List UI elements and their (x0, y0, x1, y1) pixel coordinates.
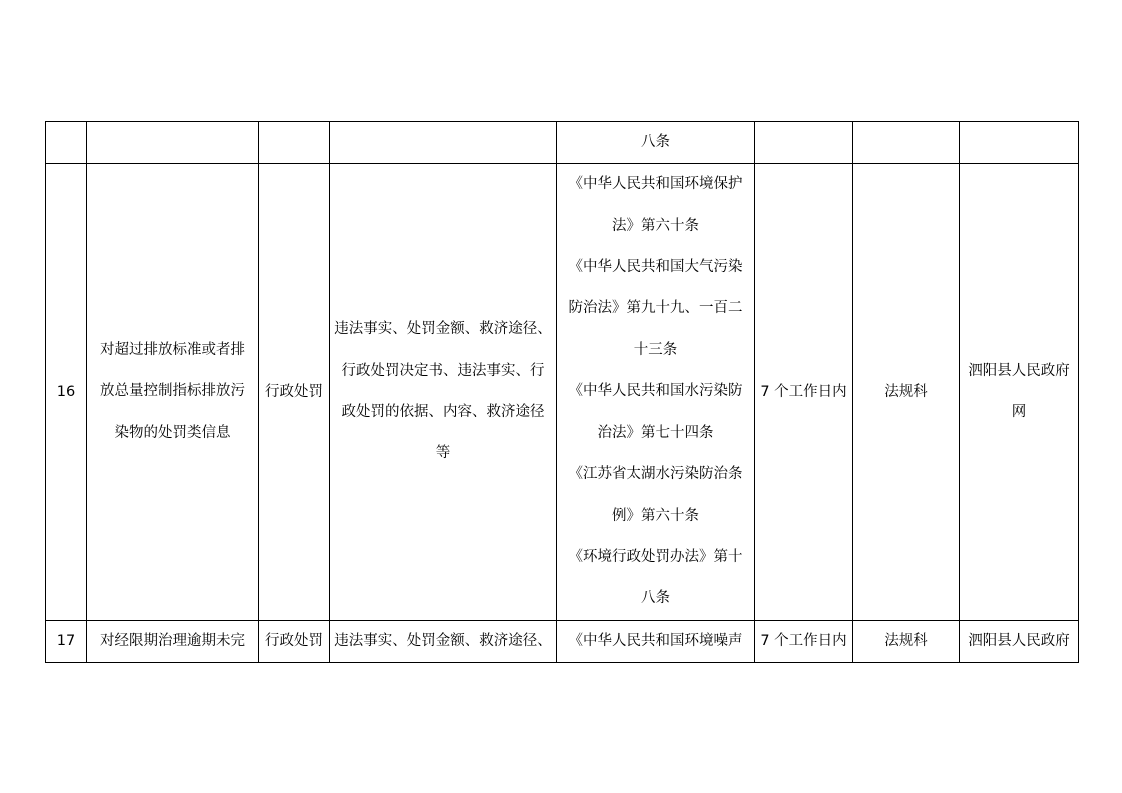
cell-department: 法规科 (853, 621, 960, 663)
cell-no: 16 (46, 164, 87, 621)
cell-category (259, 122, 330, 164)
cell-category: 行政处罚 (259, 621, 330, 663)
basis-line: 十三条 (633, 341, 678, 358)
table-row (46, 164, 1079, 621)
cell-no: 17 (46, 621, 87, 663)
cell-basis: 《中华人民共和国环境噪声 (557, 621, 755, 663)
item-line: 染物的处罚类信息 (114, 424, 231, 441)
content-line: 政处罚的依据、内容、救济途径 (341, 404, 545, 420)
cell-department: 法规科 (853, 164, 960, 621)
channel-line: 网 (1011, 404, 1027, 420)
cell-time-limit (755, 122, 853, 164)
cell-item: 对经限期治理逾期未完 (87, 621, 259, 663)
cell-channel (960, 122, 1079, 164)
content-line: 违法事实、处罚金额、救济途径、 (334, 321, 552, 338)
basis-line: 例》第六十条 (612, 507, 699, 524)
table-row (46, 122, 1079, 164)
cell-item (87, 164, 259, 621)
cell-content (330, 164, 557, 621)
cell-channel: 泗阳县人民政府 (960, 621, 1079, 663)
cell-department (853, 122, 960, 164)
cell-time-limit: 7 个工作日内 (755, 164, 853, 621)
cell-no (46, 122, 87, 164)
basis-line: 《中华人民共和国环境保护 (568, 176, 743, 193)
cell-basis: 八条 (557, 122, 755, 164)
cell-channel (960, 164, 1079, 621)
disclosure-table (45, 121, 1079, 663)
item-line: 对超过排放标准或者排 (100, 341, 245, 358)
cell-item (87, 122, 259, 164)
content-line: 等 (435, 445, 451, 462)
cell-content: 违法事实、处罚金额、救济途径、 (330, 621, 557, 663)
basis-line: 《环境行政处罚办法》第十 (568, 548, 743, 565)
basis-line: 《中华人民共和国水污染防 (568, 383, 743, 400)
content-line: 行政处罚决定书、违法事实、行 (341, 362, 545, 379)
basis-line: 防治法》第九十九、一百二 (568, 300, 743, 317)
basis-line: 《江苏省太湖水污染防治条 (568, 466, 743, 483)
basis-line: 治法》第七十四条 (597, 424, 714, 441)
basis-line: 法》第六十条 (612, 217, 699, 234)
basis-line: 八条 (641, 590, 670, 607)
cell-content (330, 122, 557, 164)
cell-category: 行政处罚 (259, 164, 330, 621)
table-row (46, 621, 1079, 663)
cell-time-limit: 7 个工作日内 (755, 621, 853, 663)
cell-basis (557, 164, 755, 621)
basis-line: 《中华人民共和国大气污染 (568, 259, 743, 276)
item-line: 放总量控制指标排放污 (100, 383, 245, 400)
channel-line: 泗阳县人民政府 (968, 362, 1070, 379)
